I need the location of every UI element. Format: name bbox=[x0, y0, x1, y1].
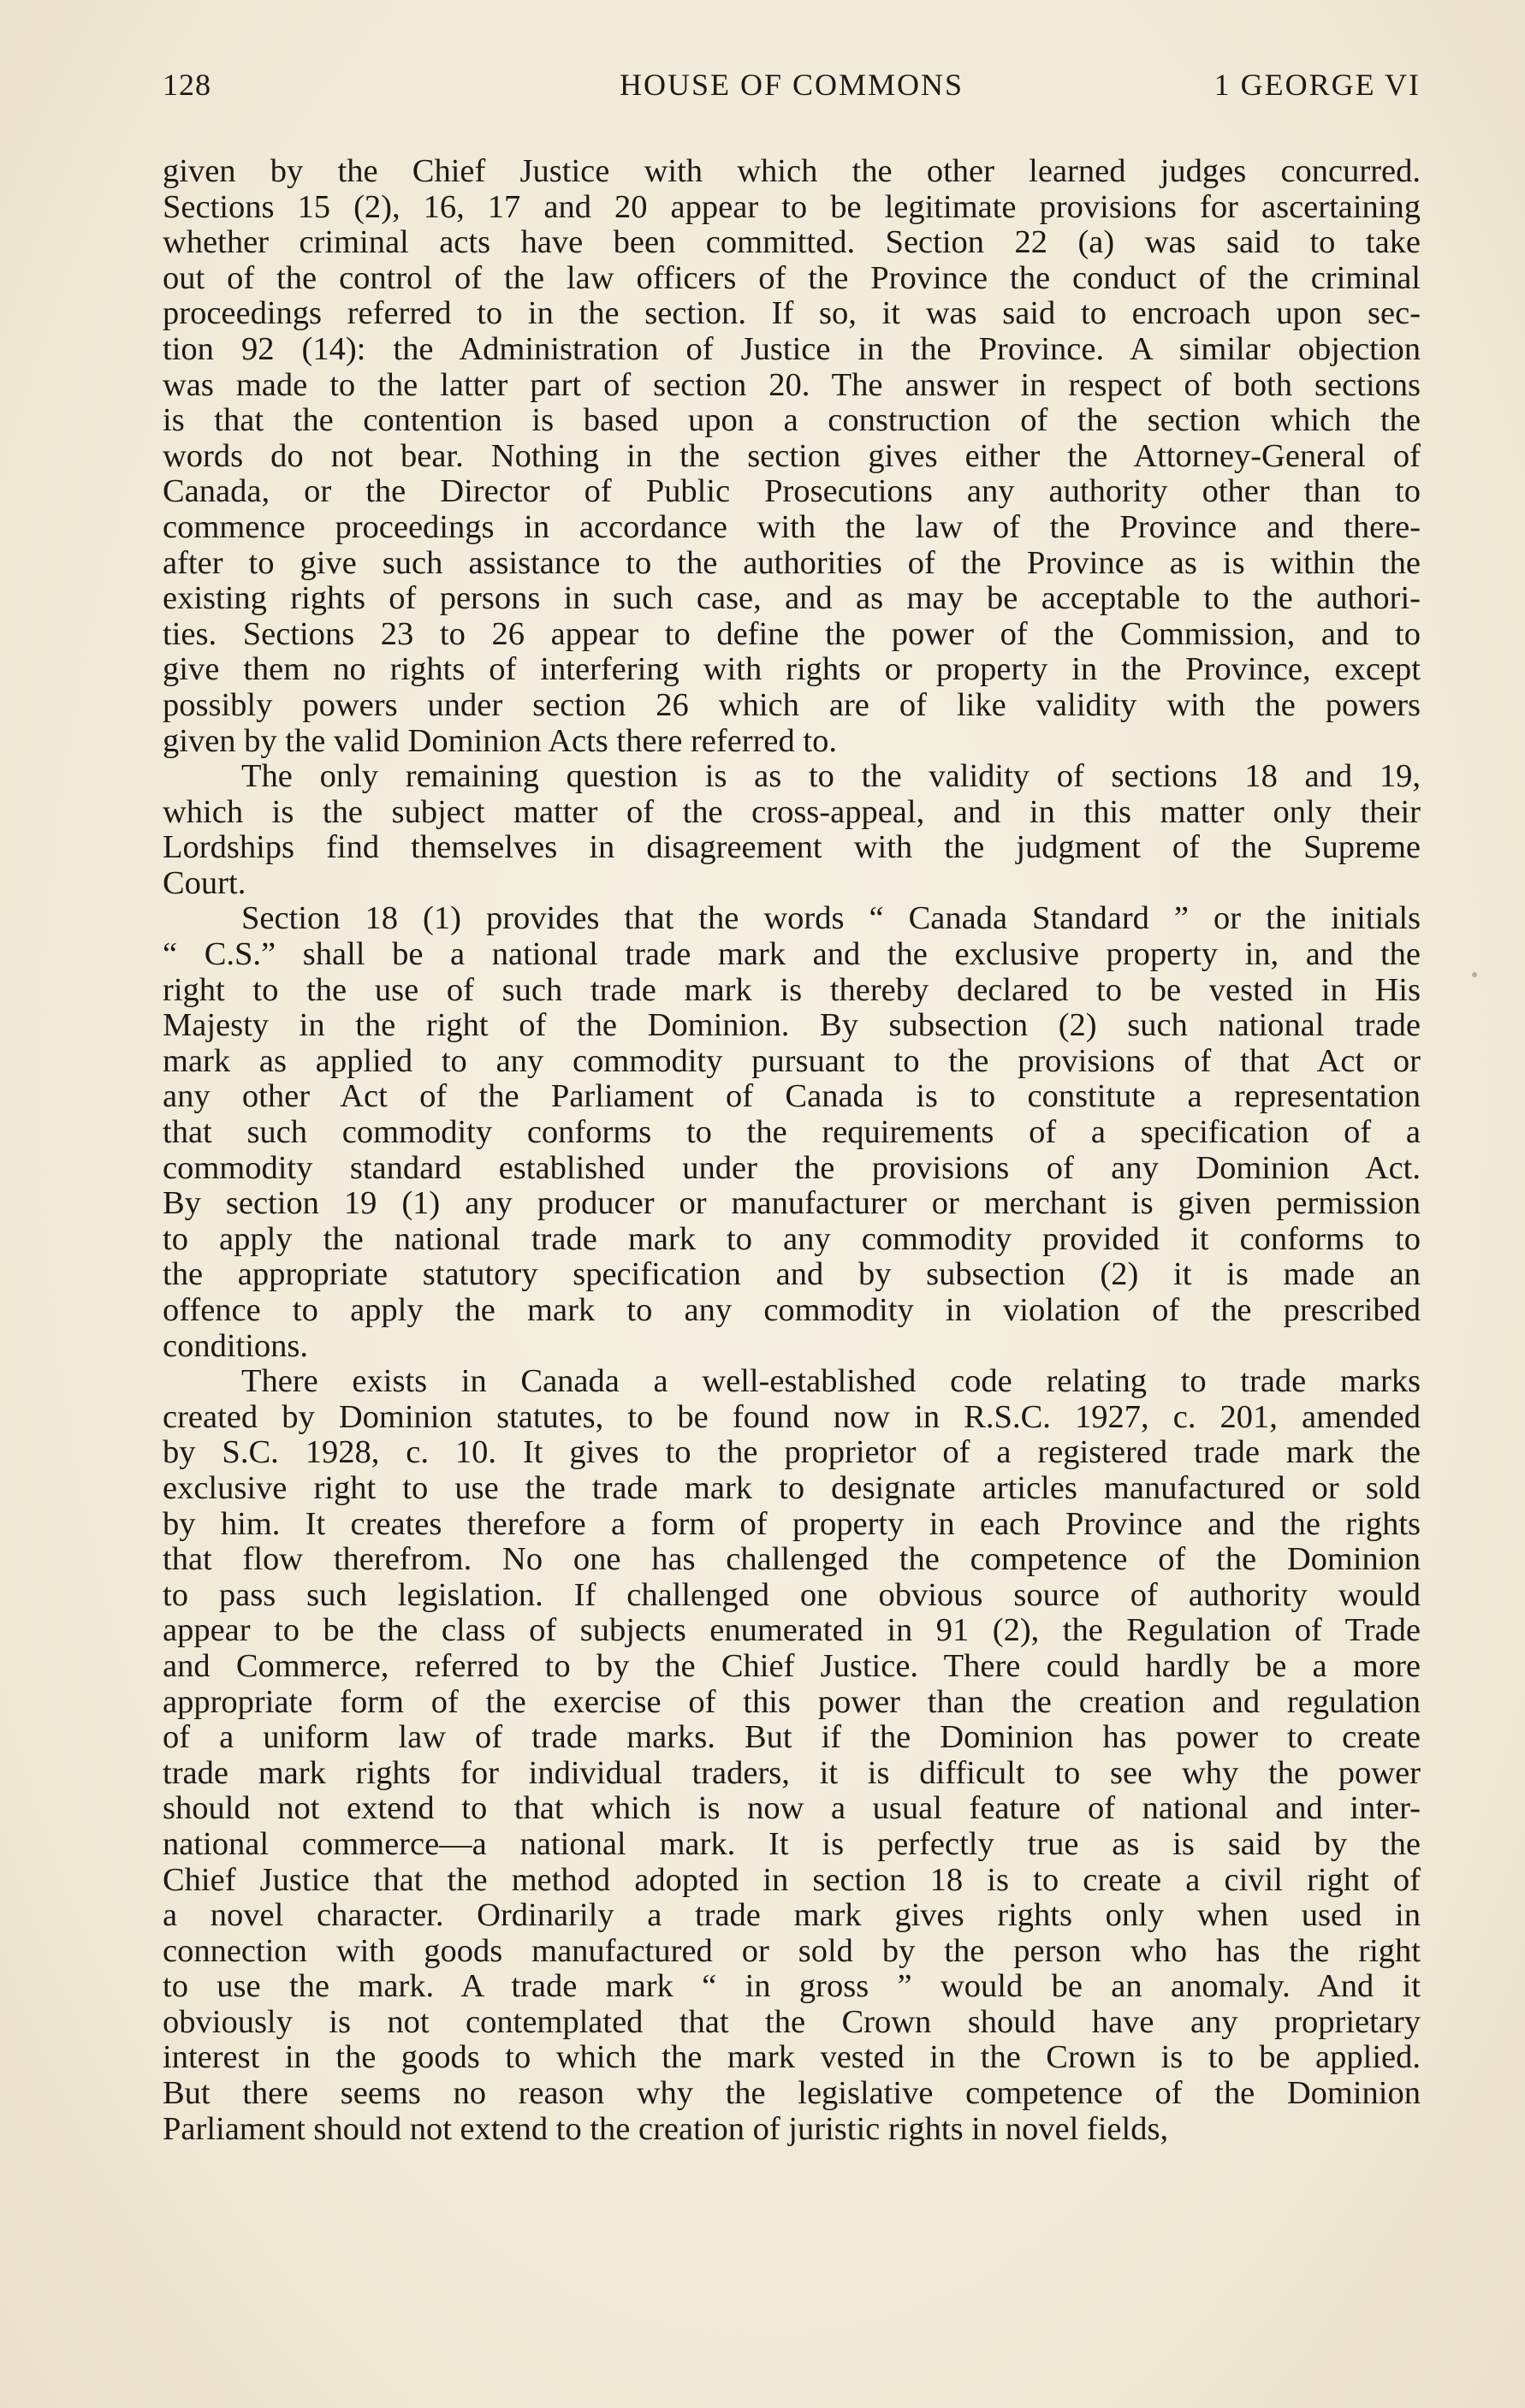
text-line: existing rights of persons in such case, and as may be acceptable to the authori- bbox=[163, 580, 1421, 617]
text-line: ties. Sections 23 to 26 appear to define the power of the Commission, and to bbox=[163, 615, 1421, 652]
text-line: and Commerce, referred to by the Chief Justice. There could hardly be a more bbox=[163, 1647, 1421, 1684]
running-title: HOUSE OF COMMONS bbox=[619, 68, 964, 102]
text-line: commence proceedings in accordance with the law of the Province and there- bbox=[163, 508, 1421, 545]
text-line: trade mark rights for individual traders, it is difficult to see why the power bbox=[163, 1754, 1421, 1791]
text-line: possibly powers under section 26 which are of like validity with the powers bbox=[163, 686, 1421, 723]
text-line: appropriate form of the exercise of this power than the creation and regulation bbox=[163, 1683, 1421, 1720]
paragraph bbox=[163, 1364, 1421, 2147]
regnal-year: 1 GEORGE VI bbox=[1213, 68, 1421, 102]
text-line: Majesty in the right of the Dominion. By subsection (2) such national trade bbox=[163, 1007, 1421, 1044]
paragraph bbox=[163, 901, 1421, 1364]
text-line: created by Dominion statutes, to be found now in R.S.C. 1927, c. 201, amended bbox=[163, 1398, 1421, 1435]
text-line: words do not bear. Nothing in the section gives either the Attorney-General of bbox=[163, 437, 1421, 474]
text-line: Section 18 (1) provides that the words “ Canada Standard ” or the initials bbox=[241, 900, 1421, 937]
text-line: that flow therefrom. No one has challenged the competence of the Dominion bbox=[163, 1541, 1421, 1578]
text-line: by him. It creates therefore a form of property in each Province and the rights bbox=[163, 1505, 1421, 1542]
text-line: of a uniform law of trade marks. But if the Dominion has power to create bbox=[163, 1719, 1421, 1756]
text-line: The only remaining question is as to the validity of sections 18 and 19, bbox=[241, 758, 1421, 795]
text-line: given by the valid Dominion Acts there referred to. bbox=[163, 722, 837, 759]
text-line: that such commodity conforms to the requirements of a specification of a bbox=[163, 1114, 1421, 1151]
text-line: Canada, or the Director of Public Prosecutions any authority other than to bbox=[163, 473, 1421, 510]
body-text bbox=[163, 154, 1421, 2147]
paper-speck bbox=[1472, 972, 1477, 977]
text-line: connection with goods manufactured or sold by the person who has the right bbox=[163, 1932, 1421, 1969]
text-line: given by the Chief Justice with which the other learned judges concurred. bbox=[163, 153, 1421, 189]
text-line: to apply the national trade mark to any commodity provided it conforms to bbox=[163, 1220, 1421, 1257]
text-line: should not extend to that which is now a usual feature of national and inter- bbox=[163, 1790, 1421, 1827]
text-line: Lordships find themselves in disagreement with the judgment of the Supreme bbox=[163, 829, 1421, 866]
text-line: after to give such assistance to the authorities of the Province as is within the bbox=[163, 544, 1421, 581]
page-header bbox=[163, 67, 1421, 118]
text-line: exclusive right to use the trade mark to designate articles manufactured or sold bbox=[163, 1469, 1421, 1506]
page-number: 128 bbox=[163, 68, 211, 102]
text-line: By section 19 (1) any producer or manufacturer or merchant is given permission bbox=[163, 1185, 1421, 1222]
text-line: Court. bbox=[163, 864, 246, 901]
text-line: right to the use of such trade mark is thereby declared to be vested in His bbox=[163, 971, 1421, 1008]
text-line: a novel character. Ordinarily a trade mark gives rights only when used in bbox=[163, 1897, 1421, 1934]
text-line: give them no rights of interfering with rights or property in the Province, except bbox=[163, 651, 1421, 688]
text-line: the appropriate statutory specification and by subsection (2) it is made an bbox=[163, 1256, 1421, 1293]
text-line: Sections 15 (2), 16, 17 and 20 appear to be legitimate provisions for ascertaining bbox=[163, 188, 1421, 225]
text-line: conditions. bbox=[163, 1327, 309, 1364]
text-line: obviously is not contemplated that the Crown should have any proprietary bbox=[163, 2003, 1421, 2040]
text-line: by S.C. 1928, c. 10. It gives to the proprietor of a registered trade mark the bbox=[163, 1434, 1421, 1471]
text-line: was made to the latter part of section 20. The answer in respect of both sections bbox=[163, 366, 1421, 403]
text-line: national commerce—a national mark. It is perfectly true as is said by the bbox=[163, 1825, 1421, 1862]
text-line: to use the mark. A trade mark “ in gross ” would be an anomaly. And it bbox=[163, 1968, 1421, 2005]
paragraph bbox=[163, 154, 1421, 759]
text-line: But there seems no reason why the legislative competence of the Dominion bbox=[163, 2075, 1421, 2112]
text-line: out of the control of the law officers of the Province the conduct of the criminal bbox=[163, 259, 1421, 296]
text-line: commodity standard established under the provisions of any Dominion Act. bbox=[163, 1149, 1421, 1186]
text-line: proceedings referred to in the section. If so, it was said to encroach upon sec- bbox=[163, 295, 1421, 332]
text-line: is that the contention is based upon a construction of the section which the bbox=[163, 402, 1421, 439]
text-line: Chief Justice that the method adopted in section 18 is to create a civil right of bbox=[163, 1861, 1421, 1898]
text-line: mark as applied to any commodity pursuant to the provisions of that Act or bbox=[163, 1042, 1421, 1079]
text-line: tion 92 (14): the Administration of Justice in the Province. A similar objection bbox=[163, 330, 1421, 367]
text-line: any other Act of the Parliament of Canada is to constitute a representation bbox=[163, 1078, 1421, 1115]
paragraph bbox=[163, 759, 1421, 901]
text-line: Parliament should not extend to the creation of juristic rights in novel fields, bbox=[163, 2110, 1169, 2147]
text-line: “ C.S.” shall be a national trade mark and the exclusive property in, and the bbox=[163, 936, 1421, 973]
text-line: offence to apply the mark to any commodity in violation of the prescribed bbox=[163, 1292, 1421, 1328]
text-line: whether criminal acts have been committed. Section 22 (a) was said to take bbox=[163, 224, 1421, 261]
text-line: interest in the goods to which the mark vested in the Crown is to be applied. bbox=[163, 2039, 1421, 2076]
text-line: which is the subject matter of the cross-appeal, and in this matter only their bbox=[163, 793, 1421, 830]
text-line: to pass such legislation. If challenged one obvious source of authority would bbox=[163, 1576, 1421, 1613]
text-line: appear to be the class of subjects enumerated in 91 (2), the Regulation of Trade bbox=[163, 1612, 1421, 1649]
text-line: There exists in Canada a well-established code relating to trade marks bbox=[241, 1363, 1421, 1400]
